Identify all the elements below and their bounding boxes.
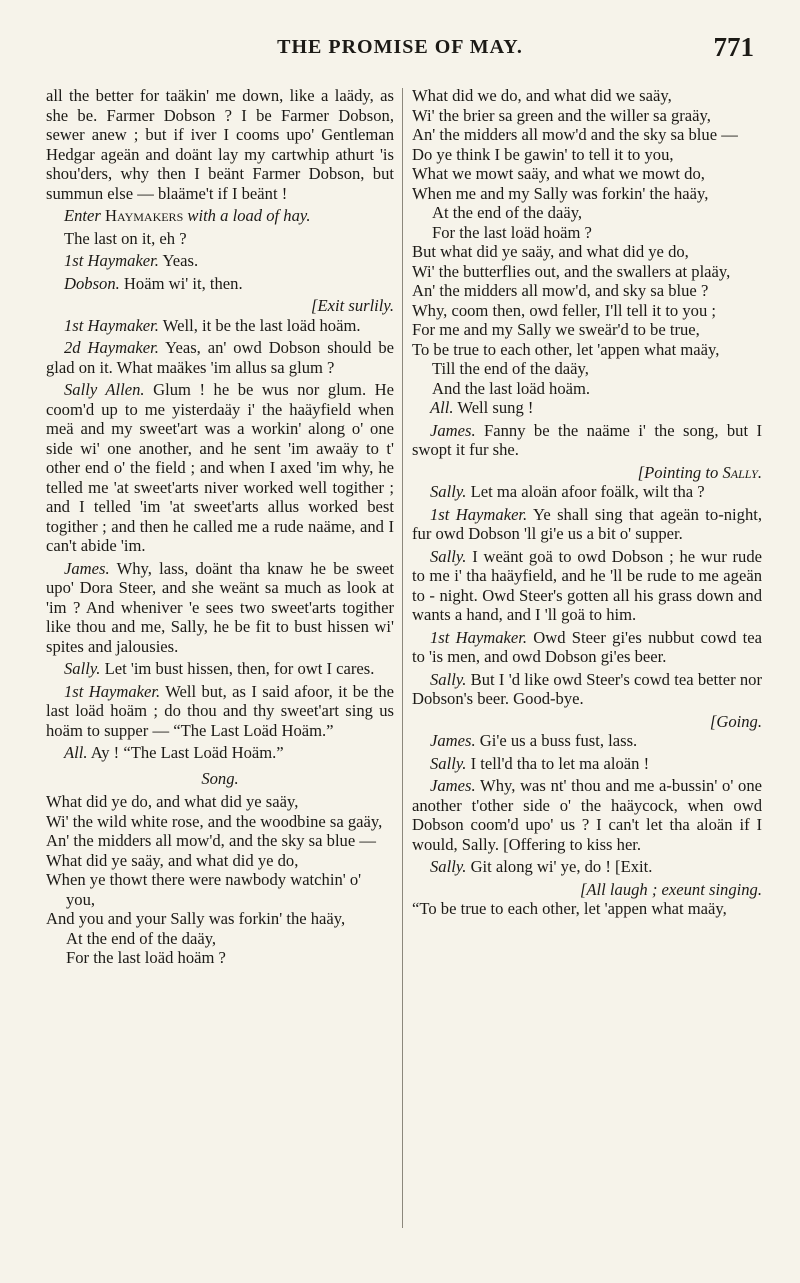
text-run: Why, coom then, owd feller, I'll tell it to you ;	[412, 300, 717, 320]
song-line	[46, 811, 394, 832]
paragraph	[46, 380, 394, 556]
song-line	[46, 909, 394, 929]
text-run: At the end of the daäy,	[432, 203, 583, 222]
song-line	[412, 144, 762, 165]
page-number: 771	[713, 32, 754, 62]
text-run: Wi' the butterflies out, and the swallers at plaäy,	[412, 261, 731, 281]
speaker-name: 1st Haymaker.	[430, 627, 528, 647]
text-run: Well but, as I said afoor, it be the last loäd hoäm ; do thou and thy sweet'art sing us hoäm to supper — “The Last Loäd Hoäm.”	[46, 681, 394, 740]
paragraph	[412, 547, 762, 625]
text-run: “To be true to each other, let 'appen what maäy,	[412, 899, 727, 918]
right-column	[412, 86, 762, 919]
text-run: [All laugh ; exeunt singing.	[579, 879, 762, 899]
paragraph	[46, 659, 394, 679]
text-run: At the end of the daäy,	[66, 928, 217, 948]
running-title: THE PROMISE OF MAY.	[277, 36, 523, 58]
text-run: And you and your Sally was forkin' the haäy,	[46, 909, 346, 928]
song-line	[432, 222, 762, 243]
speaker-name: Sally.	[430, 546, 467, 566]
text-run: But what did ye saäy, and what did ye do,	[412, 242, 689, 261]
paragraph	[412, 505, 762, 544]
speaker-name: 1st Haymaker.	[64, 251, 159, 270]
text-run: The last on it, eh ?	[64, 228, 187, 248]
text-run: Enter	[64, 206, 106, 225]
text-run: For the last loäd hoäm ?	[432, 222, 592, 242]
speaker-name: Sally.	[430, 753, 467, 773]
speaker-name: 1st Haymaker.	[430, 504, 528, 524]
text-run: [Going.	[709, 711, 762, 731]
text-run: To be true to each other, let 'appen what maäy,	[412, 339, 720, 359]
speaker-name: James.	[64, 558, 110, 578]
song-line	[46, 850, 394, 871]
text-run: An' the midders all mow'd, and sky sa blue ?	[412, 281, 709, 300]
text-run: Gi'e us a buss fust, lass.	[475, 731, 638, 750]
text-run: For the last loäd hoäm ?	[66, 948, 226, 967]
left-column	[46, 86, 394, 968]
speaker-name: All.	[430, 398, 454, 417]
text-run: Wi' the brier sa green and the willer sa graäy,	[412, 105, 711, 125]
paragraph	[412, 398, 762, 418]
speaker-name: Sally.	[430, 669, 467, 689]
text-run: What did we do, and what did we saäy,	[412, 86, 672, 105]
paragraph	[412, 670, 762, 709]
text-run: [Exit surlily.	[311, 296, 394, 315]
text-run: When me and my Sally was forkin' the haäy,	[412, 183, 709, 203]
speaker-name: Sally.	[430, 482, 467, 501]
speaker-name: Sally.	[64, 659, 101, 678]
song-line	[412, 899, 762, 919]
text-run: Haymakers	[105, 206, 184, 225]
song-line	[412, 105, 762, 126]
text-run: Song.	[201, 768, 239, 788]
paragraph	[46, 86, 394, 203]
text-run: Git along wi' ye, do ! [Exit.	[466, 857, 653, 876]
text-run: Well sung !	[453, 398, 534, 417]
text-run: An' the midders all mow'd, and the sky sa blue —	[46, 831, 376, 850]
text-run: Well, it be the last loäd hoäm.	[158, 315, 361, 335]
speaker-name: James.	[430, 776, 476, 795]
text-run: Yeas, an' owd Dobson should be glad on it. What maäkes 'im allus sa glum ?	[46, 338, 394, 377]
paragraph	[46, 682, 394, 741]
song-line	[412, 261, 762, 282]
text-run: Hoäm wi' it, then.	[119, 273, 243, 293]
text-run: An' the midders all mow'd and the sky sa blue —	[412, 125, 738, 144]
song-line	[412, 320, 762, 340]
song-line	[412, 86, 762, 106]
text-run: Ay ! “The Last Loäd Hoäm.”	[87, 743, 284, 762]
paragraph	[46, 274, 394, 294]
text-run: Yeas.	[158, 251, 199, 270]
text-run: I tell'd tha to let ma aloän !	[466, 753, 650, 773]
text-run: What did ye saäy, and what did ye do,	[46, 850, 299, 870]
speaker-name: Dobson.	[64, 273, 120, 293]
text-run: Wi' the wild white rose, and the woodbine sa gaäy,	[46, 811, 383, 831]
text-run: What we mowt saäy, and what we mowt do,	[412, 164, 705, 183]
song-line	[432, 359, 762, 379]
speaker-name: 2d Haymaker.	[64, 338, 159, 357]
text-run: with a load of hay.	[183, 206, 311, 225]
paragraph	[46, 743, 394, 763]
speaker-name: Sally.	[430, 857, 467, 876]
song-line	[66, 948, 394, 968]
speaker-name: 1st Haymaker.	[64, 315, 159, 335]
song-line	[412, 242, 762, 262]
text-run: Let ma aloän afoor foälk, wilt tha ?	[466, 482, 705, 501]
song-line	[66, 928, 394, 949]
text-run: Do ye think I be gawin' to tell it to you,	[412, 144, 674, 164]
stage-direction	[46, 296, 394, 316]
paragraph	[46, 251, 394, 271]
text-run: Why, lass, doänt tha knaw he be sweet upo' Dora Steer, and she weänt sa much as look at 'im ? And wheniver 'e sees two sweet'arts togither like thou and me, Sally, he be fit to bust hissen wi' spites and jalousies.	[46, 558, 394, 656]
paragraph	[46, 559, 394, 657]
paragraph	[46, 316, 394, 336]
paragraph	[46, 229, 394, 249]
speaker-name: James.	[430, 731, 476, 750]
song-line	[432, 378, 762, 399]
paragraph	[46, 338, 394, 377]
song-line	[412, 164, 762, 184]
text-run: Ye shall sing that ageän to-night, fur owd Dobson 'll gi'e us a bit o' supper.	[412, 504, 762, 543]
song-line	[412, 339, 762, 360]
paragraph	[412, 482, 762, 502]
text-run: Owd Steer gi'es nubbut cowd tea to 'is men, and owd Dobson gi'es beer.	[412, 627, 762, 666]
text-run: [Pointing to	[637, 462, 723, 482]
text-run: What did ye do, and what did ye saäy,	[46, 792, 299, 811]
song-line	[46, 870, 394, 909]
song-line	[412, 125, 762, 145]
text-run: But I 'd like owd Steer's cowd tea better nor Dobson's beer. Good-bye.	[412, 669, 762, 708]
text-run: all the better for taäkin' me down, like a laädy, as she be. Farmer Dobson ? I be Farmer Dobson, sewer anew ; but if iver I cooms upo' Gentleman Hedgar ageän and doänt lay my cartwhip athurt 'is shou'ders, why then I beänt Farmer Dobson, but summun else — blaäme't if I beänt !	[46, 86, 394, 203]
speaker-name: 1st Haymaker.	[64, 681, 161, 701]
paragraph	[412, 857, 762, 877]
speaker-name: Sally Allen.	[64, 380, 145, 399]
song-line	[432, 203, 762, 223]
text-run: And the last loäd hoäm.	[432, 378, 591, 398]
paragraph	[412, 421, 762, 460]
text-run: For me and my Sally we sweär'd to be true,	[412, 320, 700, 339]
stage-direction	[412, 463, 762, 483]
text-run: Why, was nt' thou and me a-bussin' o' one another t'other side o' the haäycock, when owd Dobson coom'd upo' us ? I can't let tha aloän if I would, Sally. [Offering to kiss her.	[412, 776, 762, 854]
song-heading	[46, 769, 394, 789]
text-run: Sally.	[722, 462, 762, 482]
song-line	[46, 792, 394, 812]
song-line	[412, 183, 762, 204]
paragraph	[412, 628, 762, 667]
running-head	[46, 32, 754, 66]
stage-direction	[412, 880, 762, 900]
stage-direction	[412, 712, 762, 732]
paragraph	[412, 731, 762, 751]
song-line	[412, 281, 762, 301]
text-run: I weänt goä to owd Dobson ; he wur rude to me i' tha haäyfield, and he 'll be rude to me ageän to - night. Owd Steer's gotten all his grass down and wants a hand, and I 'll goä to him.	[412, 546, 762, 624]
text-run: Let 'im bust hissen, then, for owt I cares.	[100, 659, 375, 678]
speaker-name: All.	[64, 743, 88, 762]
song-line	[412, 300, 762, 321]
column-divider	[402, 88, 403, 1228]
text-run: Fanny be the naäme i' the song, but I swopt it fur she.	[412, 420, 762, 459]
text-run: When ye thowt there were nawbody watchin' o' you,	[46, 870, 362, 909]
text-run: Till the end of the daäy,	[432, 359, 589, 378]
paragraph	[412, 776, 762, 854]
paragraph	[412, 754, 762, 774]
text-run: Glum ! he be wus nor glum. He coom'd up to me yisterdaäy i' the haäyfield when meä and my sweet'art was a workin' along o' one side wi' one another, and he sent 'im awaäy to t' other end o' the field ; and when I axed 'im why, he telled me 'at sweet'arts niver worked well togither ; and I telled 'im 'at sweet'arts allus worked best togither ; and then he called me a rude naäme, and I can't abide 'im.	[46, 380, 394, 555]
paragraph	[46, 206, 394, 226]
song-line	[46, 831, 394, 851]
speaker-name: James.	[430, 420, 476, 440]
